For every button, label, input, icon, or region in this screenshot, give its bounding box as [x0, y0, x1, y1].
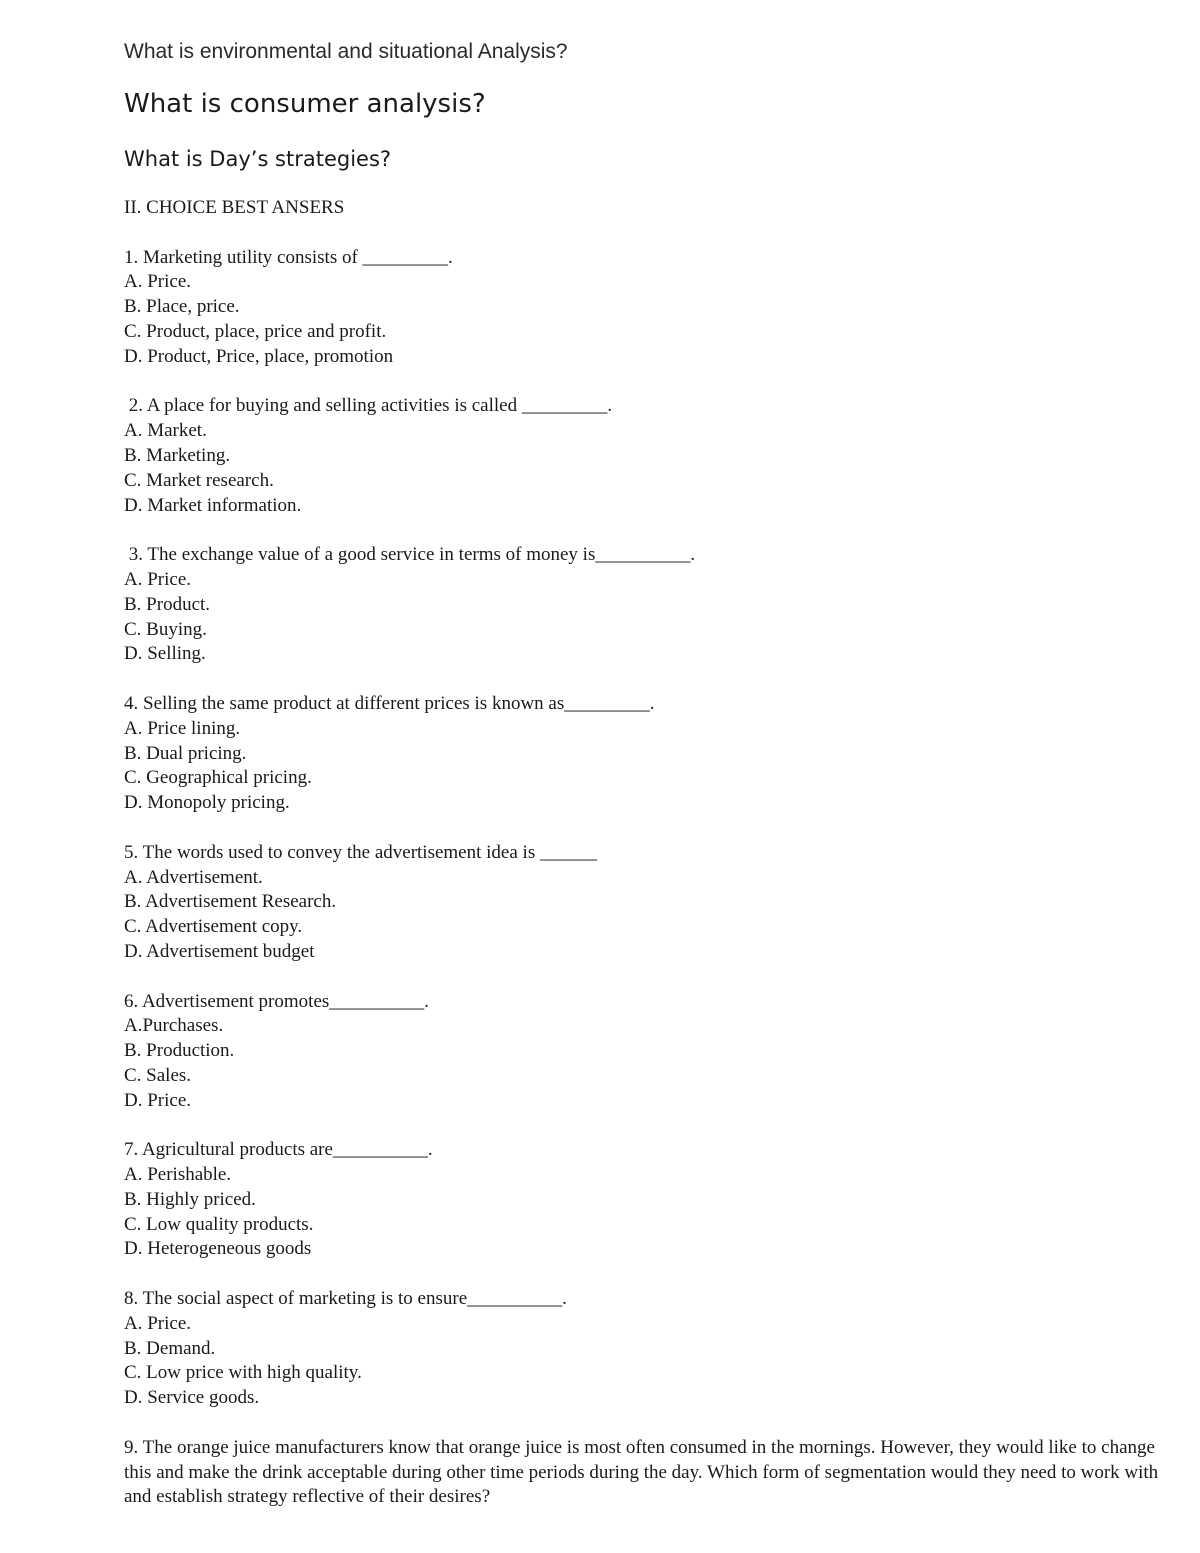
question-5 [124, 841, 1174, 965]
heading-environmental: What is environmental and situational Analysis? [124, 40, 568, 63]
option-b: B. Product. [124, 593, 211, 615]
option-a: A. Price. [124, 568, 192, 590]
option-a: A. Market. [124, 420, 207, 442]
option-c: C. Sales. [124, 1064, 192, 1086]
option-d: D. Price. [124, 1089, 192, 1111]
question-text: 7. Agricultural products are__________. [124, 1139, 433, 1161]
option-c: C. Low quality products. [124, 1213, 314, 1235]
option-b: B. Highly priced. [124, 1188, 256, 1210]
option-a: A. Price. [124, 271, 192, 293]
option-d: D. Advertisement budget [124, 940, 315, 962]
section-title: II. CHOICE BEST ANSERS [124, 197, 345, 218]
option-c: C. Buying. [124, 618, 207, 640]
option-a: A. Price lining. [124, 717, 241, 739]
option-a: A. Price. [124, 1312, 192, 1334]
question-2 [124, 394, 1174, 518]
option-b: B. Place, price. [124, 296, 240, 318]
option-a: A.Purchases. [124, 1015, 224, 1037]
question-9 [124, 1436, 1174, 1510]
option-d: D. Heterogeneous goods [124, 1238, 312, 1260]
heading-consumer-analysis: What is consumer analysis? [124, 89, 486, 119]
option-b: B. Marketing. [124, 444, 231, 466]
question-text: 5. The words used to convey the advertisement idea is ______ [124, 841, 597, 863]
question-text: 9. The orange juice manufacturers know that orange juice is most often consumed in the mornings. However, they would like to change this and make the drink acceptable during other time periods during the day. Which form of segmentation would they need to work with and establish strategy reflective of their desires? [124, 1436, 1159, 1508]
option-d: D. Service goods. [124, 1387, 260, 1409]
option-b: B. Dual pricing. [124, 742, 247, 764]
question-8 [124, 1287, 1174, 1411]
option-b: B. Demand. [124, 1337, 216, 1359]
option-c: C. Advertisement copy. [124, 916, 303, 938]
heading-days-strategies: What is Day’s strategies? [124, 147, 392, 171]
question-text: 1. Marketing utility consists of _________. [124, 246, 453, 268]
option-a: A. Perishable. [124, 1164, 232, 1186]
option-b: B. Advertisement Research. [124, 891, 337, 913]
option-d: D. Product, Price, place, promotion [124, 345, 394, 367]
question-text: 6. Advertisement promotes__________. [124, 990, 430, 1012]
question-text: 2. A place for buying and selling activities is called _________. [124, 395, 613, 417]
question-6 [124, 990, 1174, 1114]
question-3 [124, 543, 1174, 667]
option-c: C. Product, place, price and profit. [124, 320, 387, 342]
option-a: A. Advertisement. [124, 866, 263, 888]
option-c: C. Market research. [124, 469, 274, 491]
question-text: 8. The social aspect of marketing is to ensure__________. [124, 1288, 567, 1310]
option-d: D. Selling. [124, 643, 206, 665]
question-1 [124, 246, 1174, 370]
document-page [124, 36, 1174, 1535]
option-c: C. Geographical pricing. [124, 767, 312, 789]
question-text: 4. Selling the same product at different prices is known as_________. [124, 692, 655, 714]
option-c: C. Low price with high quality. [124, 1362, 362, 1384]
option-d: D. Market information. [124, 494, 302, 516]
option-b: B. Production. [124, 1040, 235, 1062]
option-d: D. Monopoly pricing. [124, 792, 290, 814]
question-text: 3. The exchange value of a good service in terms of money is__________. [124, 544, 696, 566]
question-7 [124, 1138, 1174, 1262]
question-4 [124, 692, 1174, 816]
